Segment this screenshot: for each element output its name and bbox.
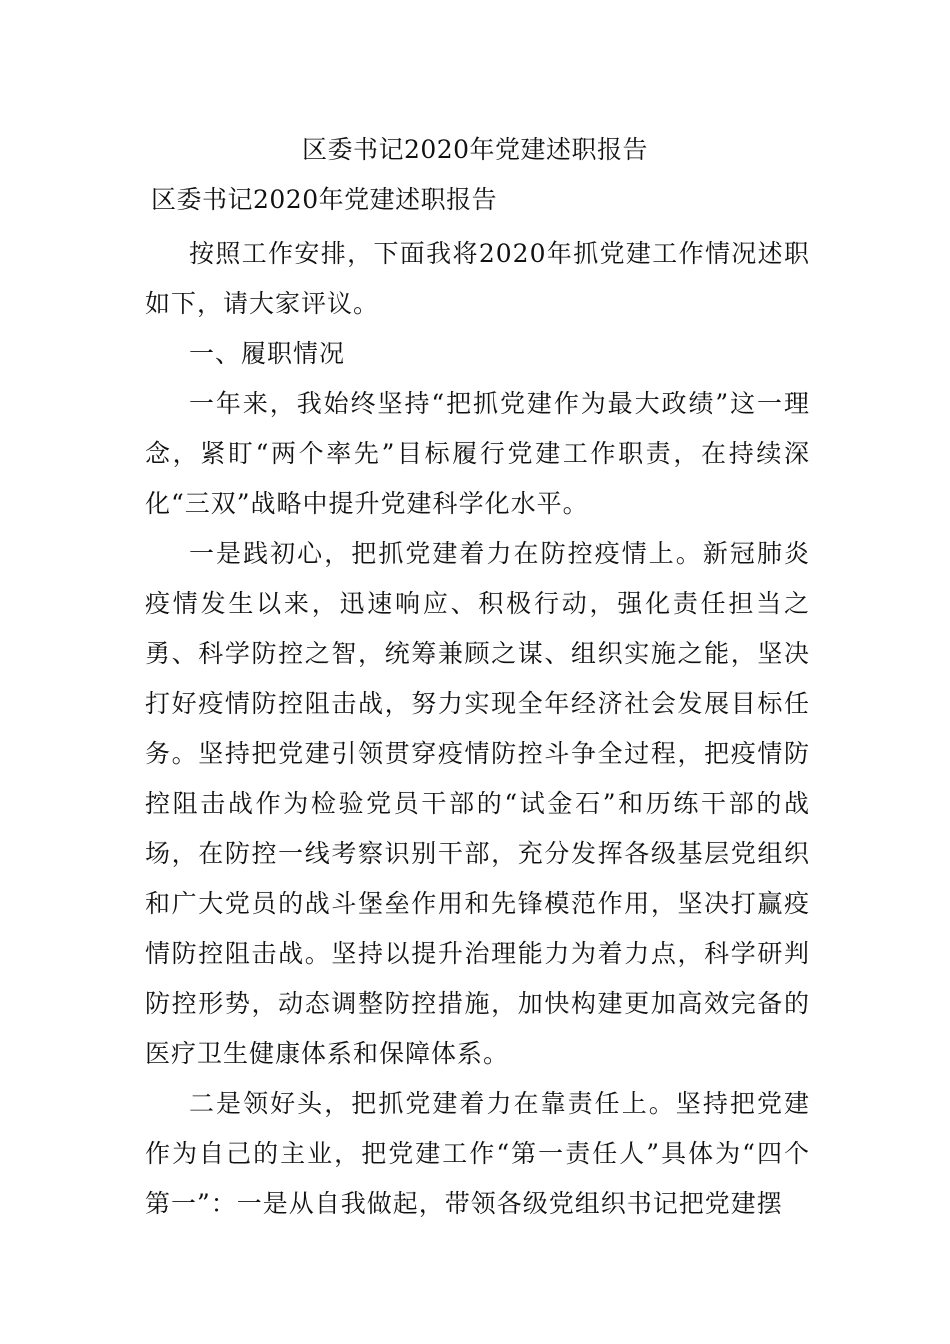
document-subtitle: 区委书记2020年党建述职报告 (151, 185, 498, 214)
paragraph-point-one: 一是践初心，把抓党建着力在防控疫情上。新冠肺炎疫情发生以来，迅速响应、积极行动，强化责任担当之勇、科学防控之智，统筹兼顾之谋、组织实施之能，坚决打好疫情防控阻击战，努力实现全年经济社会发展目标任务。坚持把党建引领贯穿疫情防控斗争全过程，把疫情防控阻击战作为检验党员干部的“试金石”和历练干部的战场，在防控一线考察识别干部，充分发挥各级基层党组织和广大党员的战斗堡垒作用和先锋模范作用，坚决打赢疫情防控阻击战。坚持以提升治理能力为着力点，科学研判防控形势，动态调整防控措施，加快构建更加高效完备的医疗卫生健康体系和保障体系。 (145, 539, 810, 1068)
section-heading: 一、履职情况 (189, 339, 346, 368)
document-body (145, 229, 810, 1229)
document-title: 区委书记2020年党建述职报告 (301, 135, 649, 164)
paragraph-overview: 一年来，我始终坚持“把抓党建作为最大政绩”这一理念，紧盯“两个率先”目标履行党建工作职责，在持续深化“三双”战略中提升党建科学化水平。 (145, 389, 810, 518)
paragraph-intro: 按照工作安排，下面我将2020年抓党建工作情况述职如下，请大家评议。 (145, 239, 810, 318)
paragraph-point-two: 二是领好头，把抓党建着力在靠责任上。坚持把党建作为自己的主业，把党建工作“第一责任人”具体为“四个第一”：一是从自我做起，带领各级党组织书记把党建摆 (145, 1089, 810, 1218)
